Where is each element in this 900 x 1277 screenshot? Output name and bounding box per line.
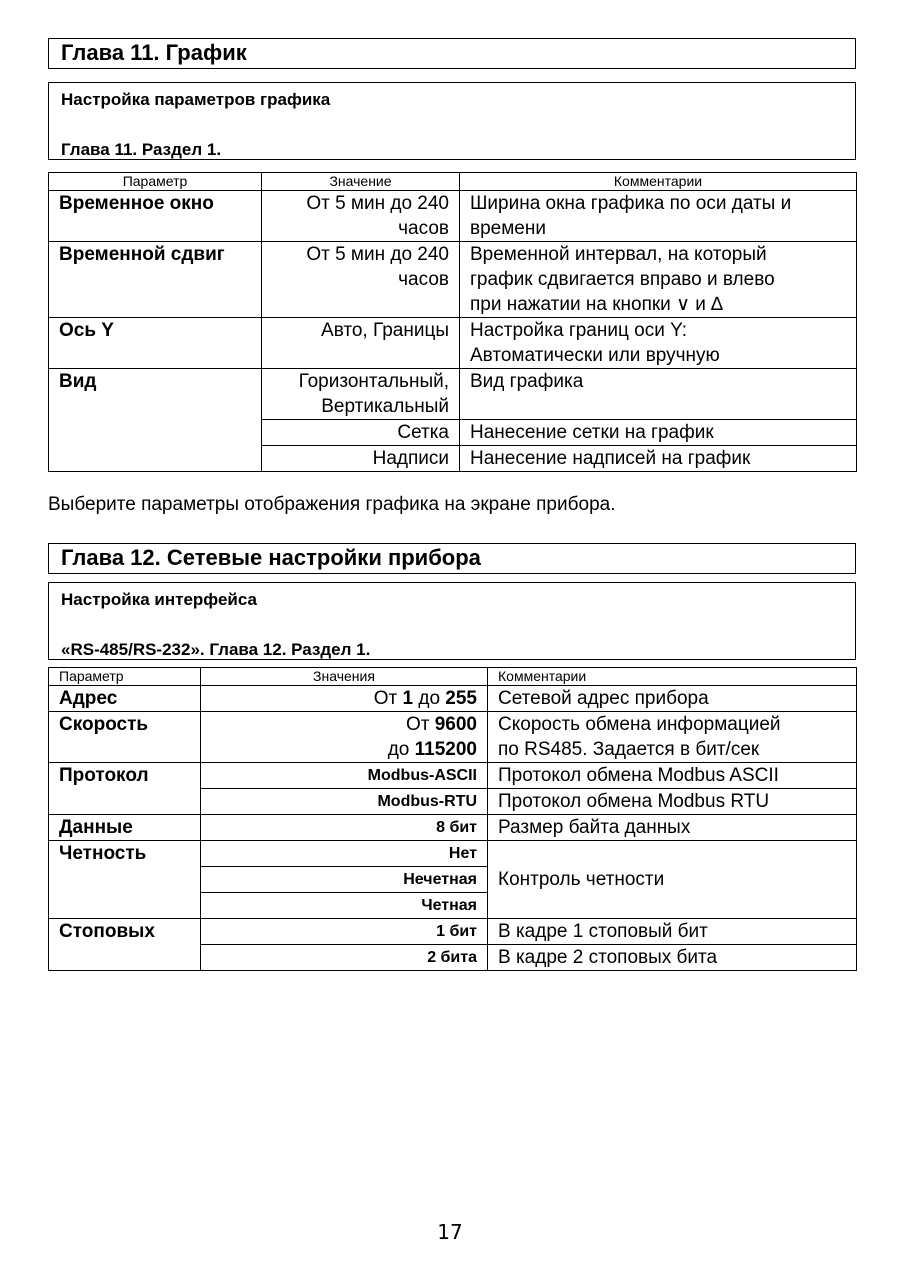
value-time-window: От 5 мин до 240 часов (262, 191, 460, 242)
header-value: Значение (262, 173, 460, 191)
section-title: Настройка параметров графика (61, 90, 331, 109)
header-comment: Комментарии (460, 173, 857, 191)
value-stop-1: 1 бит (201, 919, 488, 945)
param-stop-bits: Стоповых (49, 919, 201, 971)
network-settings-table (48, 667, 857, 971)
comment-time-window: Ширина окна графика по оси даты и времени (460, 191, 857, 242)
comment-address: Сетевой адрес прибора (488, 686, 857, 712)
comment-axis-y: Настройка границ оси Y: Автоматически или вручную (460, 318, 857, 369)
table-header-row (49, 173, 857, 191)
chart-settings-table (48, 172, 857, 472)
chapter-11-title: Глава 11. График (48, 38, 856, 69)
section-ref: Глава 11. Раздел 1. (61, 140, 222, 159)
value-address: От 1 до 255 (201, 686, 488, 712)
param-time-shift: Временной сдвиг (49, 242, 262, 318)
comment-labels: Нанесение надписей на график (460, 446, 857, 472)
chapter-11-section-header (48, 82, 856, 160)
param-speed: Скорость (49, 712, 201, 763)
table-row (49, 369, 857, 420)
param-axis-y: Ось Y (49, 318, 262, 369)
value-data: 8 бит (201, 815, 488, 841)
table-row (49, 318, 857, 369)
chapter-12-section-header (48, 582, 856, 660)
value-modbus-rtu: Modbus-RTU (201, 789, 488, 815)
table-row (49, 242, 857, 318)
param-protocol: Протокол (49, 763, 201, 815)
param-view: Вид (49, 369, 262, 472)
value-parity-even: Четная (201, 893, 488, 919)
comment-speed: Скорость обмена информацией по RS485. Задается в бит/сек (488, 712, 857, 763)
comment-modbus-ascii: Протокол обмена Modbus ASCII (488, 763, 857, 789)
param-address: Адрес (49, 686, 201, 712)
table-row (49, 712, 857, 763)
comment-modbus-rtu: Протокол обмена Modbus RTU (488, 789, 857, 815)
value-speed: От 9600 до 115200 (201, 712, 488, 763)
value-grid: Сетка (262, 420, 460, 446)
value-parity-odd: Нечетная (201, 867, 488, 893)
page-number: 17 (437, 1220, 463, 1244)
param-time-window: Временное окно (49, 191, 262, 242)
chapter-12-title: Глава 12. Сетевые настройки прибора (48, 543, 856, 574)
param-parity: Четность (49, 841, 201, 919)
value-labels: Надписи (262, 446, 460, 472)
comment-view: Вид графика (460, 369, 857, 420)
comment-time-shift: Временной интервал, на который график сдвигается вправо и влево при нажатии на кнопки ∨ и ∆ (460, 242, 857, 318)
value-stop-2: 2 бита (201, 945, 488, 971)
value-time-shift: От 5 мин до 240 часов (262, 242, 460, 318)
comment-stop-1: В кадре 1 стоповый бит (488, 919, 857, 945)
section-title: Настройка интерфейса (61, 590, 257, 609)
chapter-11-note: Выберите параметры отображения графика на экране прибора. (48, 494, 616, 515)
comment-data: Размер байта данных (488, 815, 857, 841)
value-view: Горизонтальный, Вертикальный (262, 369, 460, 420)
header-param: Параметр (49, 173, 262, 191)
table-row (49, 686, 857, 712)
header-values: Значения (201, 668, 488, 686)
value-axis-y: Авто, Границы (262, 318, 460, 369)
table-row (49, 191, 857, 242)
comment-stop-2: В кадре 2 стоповых бита (488, 945, 857, 971)
value-parity-none: Нет (201, 841, 488, 867)
table-row (49, 841, 857, 867)
header-comment: Комментарии (488, 668, 857, 686)
table-row (49, 919, 857, 945)
table-header-row (49, 668, 857, 686)
comment-grid: Нанесение сетки на график (460, 420, 857, 446)
table-row (49, 815, 857, 841)
table-row (49, 763, 857, 789)
comment-parity: Контроль четности (488, 841, 857, 919)
value-modbus-ascii: Modbus-ASCII (201, 763, 488, 789)
section-ref: «RS-485/RS-232». Глава 12. Раздел 1. (61, 640, 371, 659)
param-data: Данные (49, 815, 201, 841)
header-param: Параметр (49, 668, 201, 686)
